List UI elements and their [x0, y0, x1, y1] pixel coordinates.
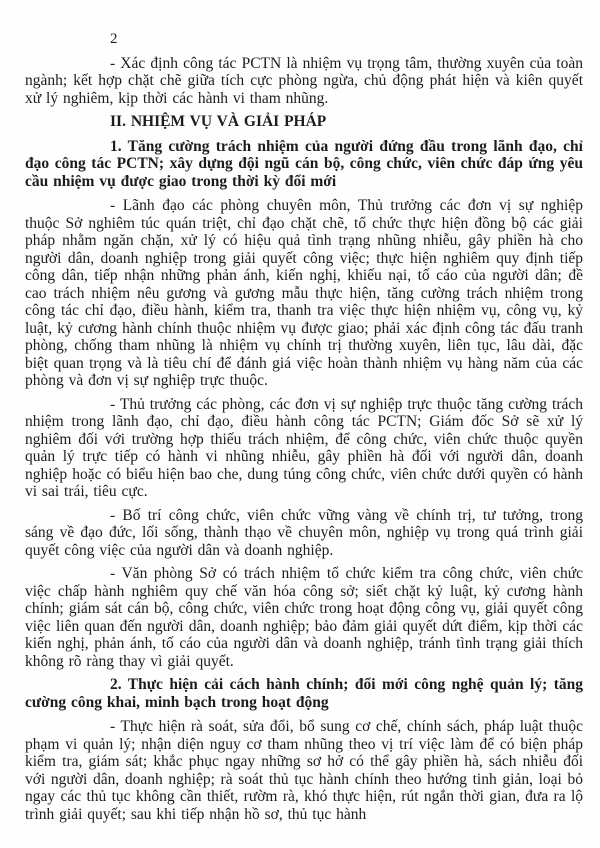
paragraph-staff-assignment-integrity: - Bố trí công chức, viên chức vững vàng về chính trị, tư tưởng, trong sáng về đạo đức, lối sống, thành thạo về chuyên môn, nghiệp vụ trong quá trình giải quyết công việc của người dân và doanh nghiệp. — [25, 506, 583, 559]
heading-task-1-leadership-responsibility: 1. Tăng cường trách nhiệm của người đứng đầu trong lãnh đạo, chỉ đạo công tác PCTN; xây dựng đội ngũ cán bộ, công chức, viên chức đáp ứng yêu cầu nhiệm vụ được giao trong thời kỳ đổi mới — [25, 137, 583, 190]
heading-section-ii-tasks-solutions: II. NHIỆM VỤ VÀ GIẢI PHÁP — [110, 113, 327, 130]
page-number: 2 — [110, 31, 118, 47]
paragraph-department-leaders-directive: - Lãnh đạo các phòng chuyên môn, Thủ trưởng các đơn vị sự nghiệp thuộc Sở nghiêm túc quán triệt, chỉ đạo chặt chẽ, tổ chức thực hiện đồng bộ các giải pháp nhằm ngăn chặn, xử lý có hiệu quả tình trạng nhũng nhiễu, gây phiền hà cho người dân, doanh nghiệp trong giải quyết công việc; thực hiện nghiêm quy định tiếp công dân, tiếp nhận những phản ánh, kiến nghị, khiếu nại, tố cáo của người dân; đề cao trách nhiệm nêu gương và gương mẫu thực hiện, tăng cường trách nhiệm trong công tác chỉ đạo, điều hành, kiểm tra, thanh tra việc thực hiện nhiệm vụ, công vụ, kỷ luật, kỷ cương hành chính thuộc nhiệm vụ được giao; phải xác định công tác đấu tranh phòng, chống tham nhũng là nhiệm vụ chính trị thường xuyên, liên tục, lâu dài, đặc biệt quan trọng và là tiêu chí để đánh giá việc hoàn thành nhiệm vụ hàng năm của các phòng và đơn vị sự nghiệp trực thuộc. — [25, 197, 583, 389]
heading-task-2-administrative-reform: 2. Thực hiện cải cách hành chính; đổi mới công nghệ quản lý; tăng cường công khai, minh bạch trong hoạt động — [25, 676, 583, 711]
paragraph-pctn-central-task: - Xác định công tác PCTN là nhiệm vụ trọng tâm, thường xuyên của toàn ngành; kết hợp chặt chẽ giữa tích cực phòng ngừa, chủ động phát hiện và kiên quyết xử lý nghiêm, kịp thời các hành vi tham nhũng. — [25, 54, 583, 107]
paragraph-policy-review-procedures: - Thực hiện rà soát, sửa đổi, bổ sung cơ chế, chính sách, pháp luật thuộc phạm vi quản lý; nhận diện nguy cơ tham nhũng theo vị trí việc làm để có biện pháp kiểm tra, giám sát; khắc phục ngay những sơ hở có thể gây phiền hà, sách nhiễu đối với người dân, doanh nghiệp; rà soát thủ tục hành chính theo hướng tinh giản, loại bỏ ngay các thủ tục không cần thiết, rườm rà, khó thực hiện, rút ngắn thời gian, đưa ra lộ trình giải quyết; sau khi tiếp nhận hồ sơ, thủ tục hành — [25, 718, 583, 823]
paragraph-unit-heads-accountability: - Thủ trưởng các phòng, các đơn vị sự nghiệp trực thuộc tăng cường trách nhiệm trong lãnh đạo, chỉ đạo, điều hành công tác PCTN; Giám đốc Sở sẽ xử lý nghiêm đối với trường hợp thiếu trách nhiệm, để công chức, viên chức thuộc quyền quản lý trực tiếp có hành vi nhũng nhiễu, gây phiền hà đối với người dân, doanh nghiệp hoặc có biểu hiện bao che, dung túng công chức, viên chức dưới quyền có hành vi sai trái, tiêu cực. — [25, 395, 583, 500]
paragraph-office-inspection-duty: - Văn phòng Sở có trách nhiệm tổ chức kiểm tra công chức, viên chức việc chấp hành nghiêm quy chế văn hóa công sở; siết chặt kỷ luật, kỷ cương hành chính; giám sát cán bộ, công chức, viên chức trong hoạt động công vụ, giải quyết công việc liên quan đến người dân, doanh nghiệp; bảo đảm giải quyết dứt điểm, kịp thời các kiến nghị, phản ánh, tố cáo của người dân và doanh nghiệp, tránh tình trạng giải thích không rõ ràng thay vì giải quyết. — [25, 565, 583, 670]
